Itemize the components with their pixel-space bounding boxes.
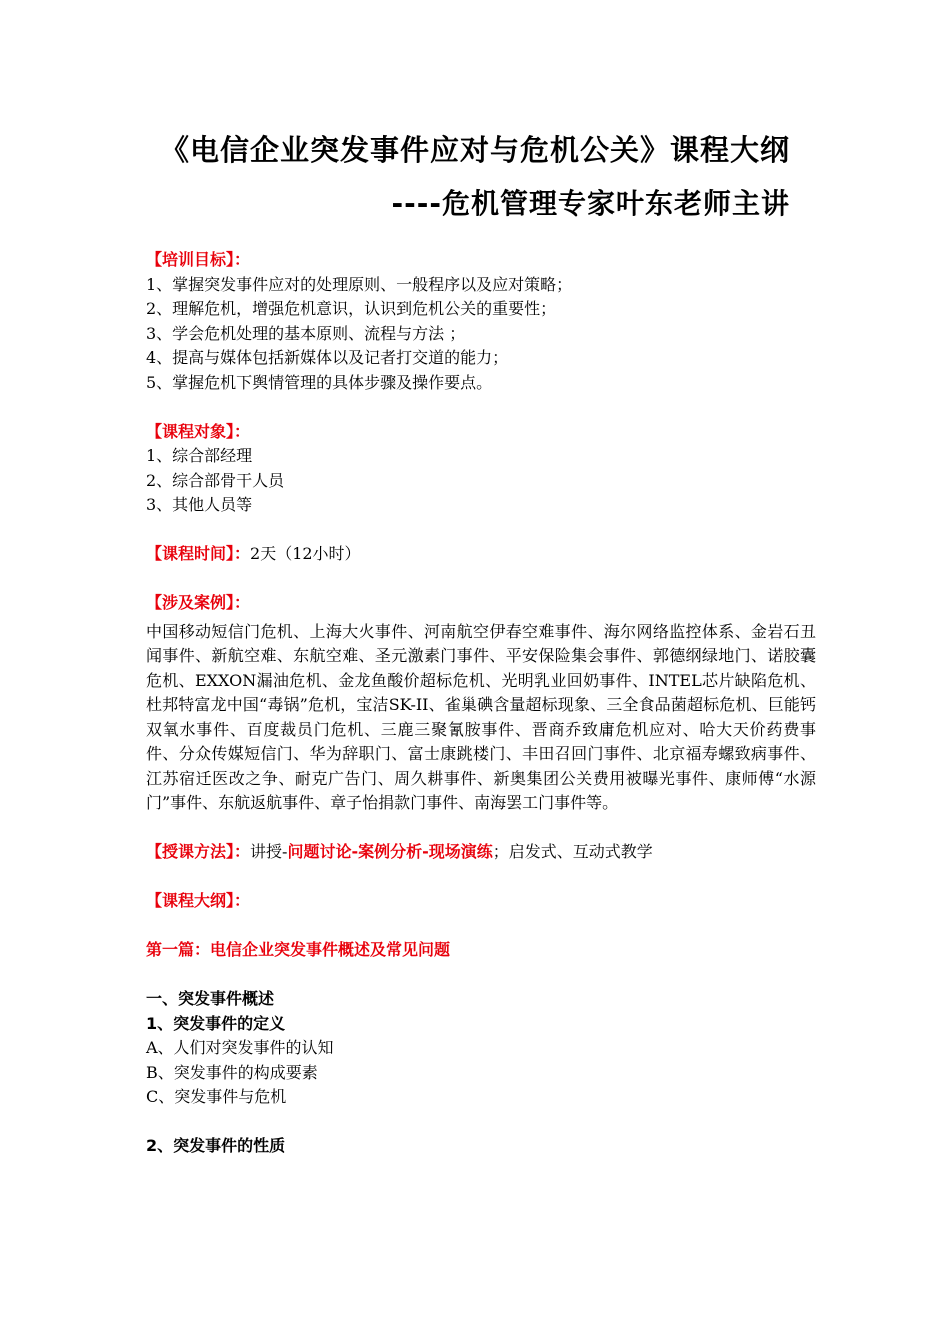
audience-item: 3、其他人员等 <box>146 495 253 514</box>
goal-item: 5、掌握危机下舆情管理的具体步骤及操作要点。 <box>146 372 493 392</box>
goal-item: 2、理解危机，增强危机意识，认识到危机公关的重要性； <box>146 299 557 318</box>
document-title: 《电信企业突发事件应对与危机公关》课程大纲 <box>159 133 790 167</box>
outline-heading: 【课程大纲】： <box>146 891 251 910</box>
duration-value: 2天（12小时） <box>250 544 361 563</box>
method-suffix: ；启发式、互动式教学 <box>492 842 653 861</box>
outline-subsection-title: 2、突发事件的性质 <box>146 1136 286 1155</box>
outline-item: C、突发事件与危机 <box>146 1087 287 1106</box>
method-highlight: 问题讨论-案例分析-现场演练 <box>287 842 493 861</box>
audience-item: 2、综合部骨干人员 <box>146 470 285 490</box>
outline-section-title: 一、突发事件概述 <box>146 989 275 1008</box>
goals-heading: 【培训目标】： <box>146 250 251 269</box>
goal-item: 3、学会危机处理的基本原则、流程与方法 ； <box>146 323 466 343</box>
outline-item: A、人们对突发事件的认知 <box>146 1038 334 1057</box>
document-subtitle: ----危机管理专家叶东老师主讲 <box>391 187 790 220</box>
goal-item: 1、掌握突发事件应对的处理原则、一般程序以及应对策略； <box>146 274 573 294</box>
document-body <box>146 248 816 1159</box>
outline-subsection-title: 1、突发事件的定义 <box>146 1013 286 1033</box>
method-prefix: 讲授- <box>250 842 288 861</box>
outline-item: B、突发事件的构成要素 <box>146 1062 318 1082</box>
goal-item: 4、提高与媒体包括新媒体以及记者打交道的能力； <box>146 348 509 367</box>
duration-line <box>146 542 816 567</box>
audience-heading: 【课程对象】： <box>146 421 251 441</box>
cases-text: 中国移动短信门危机、上海大火事件、河南航空伊春空难事件、海尔网络监控体系、金岩石丑闻事件、新航空难、东航空难、圣元激素门事件、平安保险集会事件、郭德纲绿地门、诺胶囊危机、EXXON漏油危机、金龙鱼酸价超标危机、光明乳业回奶事件、INTEL芯片缺陷危机、杜邦特富龙中国“毒锅”危机，宝洁SK-II、雀巢碘含量超标现象、三全食品菌超标危机、巨能钙双氧水事件、百度裁员门危机、三鹿三聚氰胺事件、晋商乔致庸危机应对、哈大天价药费事件、分众传媒短信门、华为辞职门、富士康跳楼门、丰田召回门事件、北京福寿螺致病事件、江苏宿迁医改之争、耐克广告门、周久耕事件、新奥集团公关费用被曝光事件、康师傅“水源门”事件、东航返航事件、章子怡捐款门事件、南海罢工门事件等。 <box>146 621 816 812</box>
outline-part-title: 第一篇：电信企业突发事件概述及常见问题 <box>146 940 451 959</box>
cases-heading: 【涉及案例】： <box>146 593 251 612</box>
duration-heading: 【课程时间】： <box>146 544 251 563</box>
method-heading: 【授课方法】： <box>146 842 251 861</box>
audience-item: 1、综合部经理 <box>146 446 253 465</box>
method-line <box>146 840 816 865</box>
